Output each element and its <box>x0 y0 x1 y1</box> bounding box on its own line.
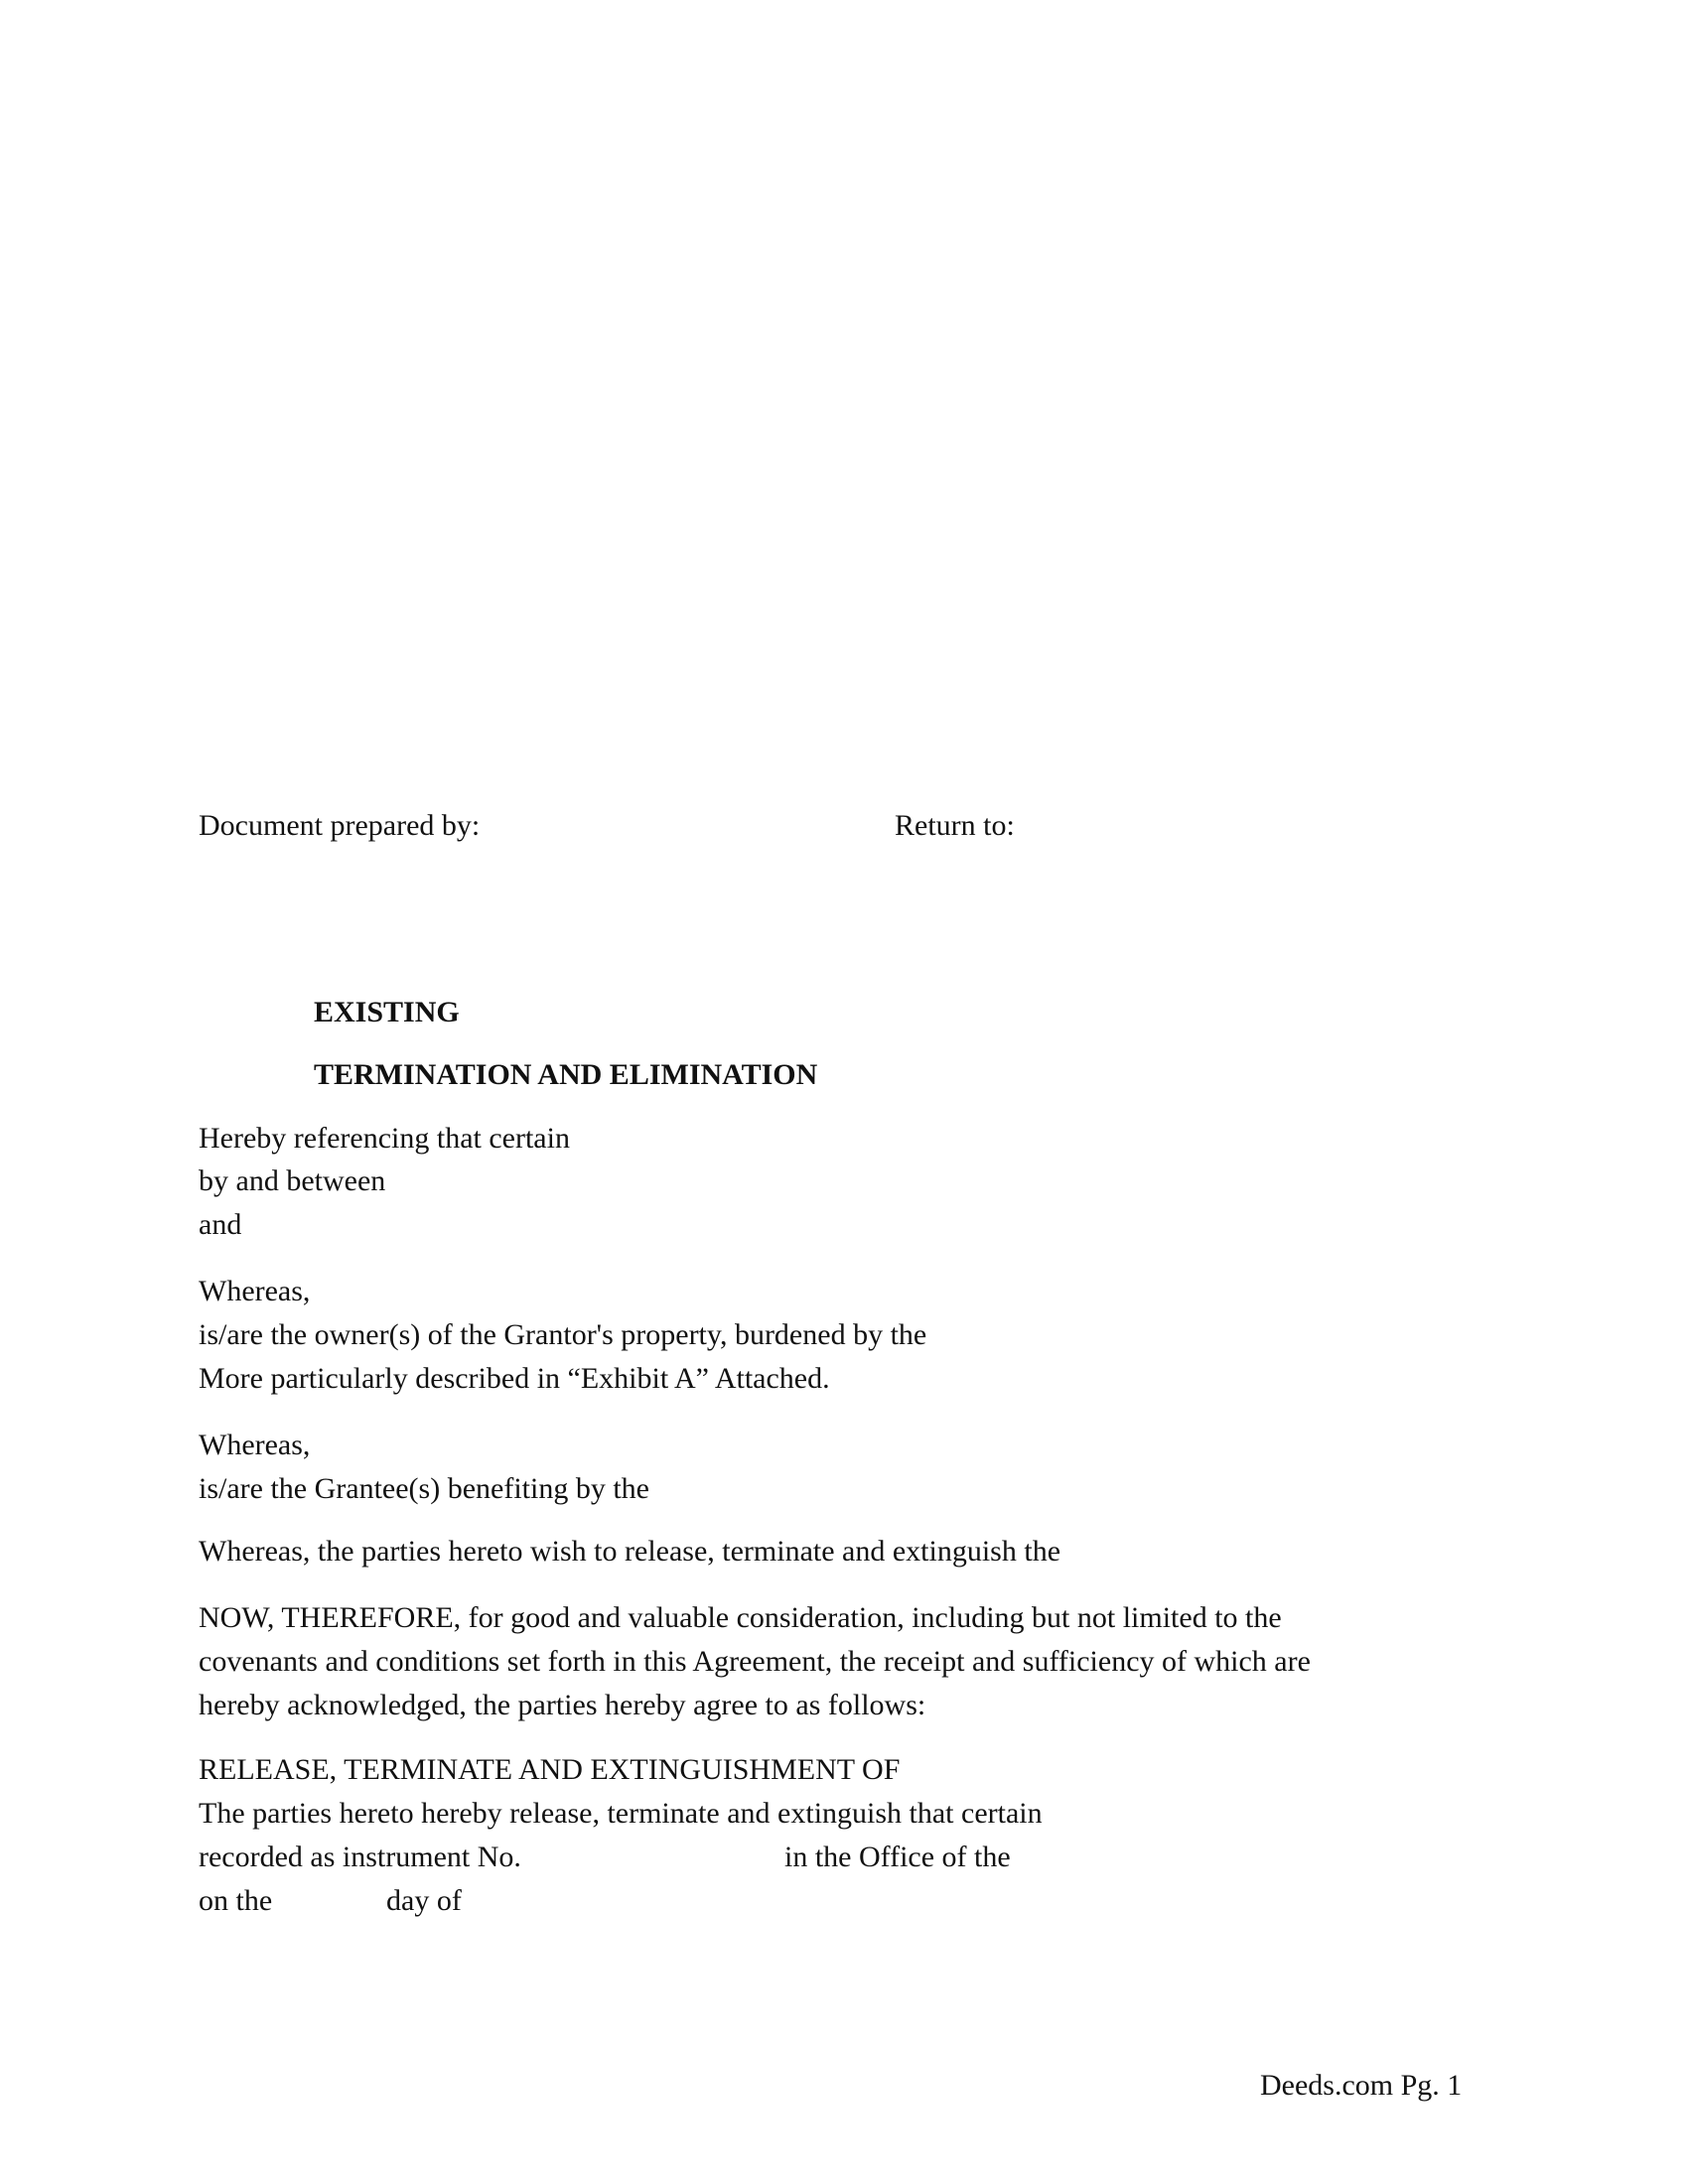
whereas2-line1: Whereas, <box>199 1429 311 1461</box>
whereas1-line3: More particularly described in “Exhibit A” Attached. <box>199 1362 830 1395</box>
now-therefore-line2: covenants and conditions set forth in this Agreement, the receipt and sufficiency of which are <box>199 1645 1311 1678</box>
whereas3-line1: Whereas, the parties hereto wish to release, terminate and extinguish the <box>199 1535 1061 1568</box>
whereas2-line2: is/are the Grantee(s) benefiting by the <box>199 1472 649 1505</box>
release-line1: The parties hereto hereby release, terminate and extinguish that certain <box>199 1797 1043 1830</box>
release-line3-on-the: on the <box>199 1884 273 1917</box>
release-heading: RELEASE, TERMINATE AND EXTINGUISHMENT OF <box>199 1753 901 1786</box>
now-therefore-line3: hereby acknowledged, the parties hereby agree to as follows: <box>199 1689 926 1721</box>
reference-line3: and <box>199 1208 242 1241</box>
return-to-label: Return to: <box>895 809 1015 842</box>
whereas1-line2: is/are the owner(s) of the Grantor's property, burdened by the <box>199 1318 927 1351</box>
release-line2-office: in the Office of the <box>784 1841 1011 1873</box>
reference-line1: Hereby referencing that certain <box>199 1122 570 1155</box>
reference-line2: by and between <box>199 1164 386 1197</box>
release-line2-instrument: recorded as instrument No. <box>199 1841 521 1873</box>
page-footer: Deeds.com Pg. 1 <box>1260 2069 1463 2102</box>
whereas1-line1: Whereas, <box>199 1275 311 1307</box>
document-title-line1: EXISTING <box>314 996 460 1028</box>
release-line3-day-of: day of <box>386 1884 462 1917</box>
now-therefore-line1: NOW, THEREFORE, for good and valuable consideration, including but not limited to the <box>199 1601 1282 1634</box>
document-title-line2: TERMINATION AND ELIMINATION <box>314 1058 818 1091</box>
prepared-by-label: Document prepared by: <box>199 809 481 842</box>
